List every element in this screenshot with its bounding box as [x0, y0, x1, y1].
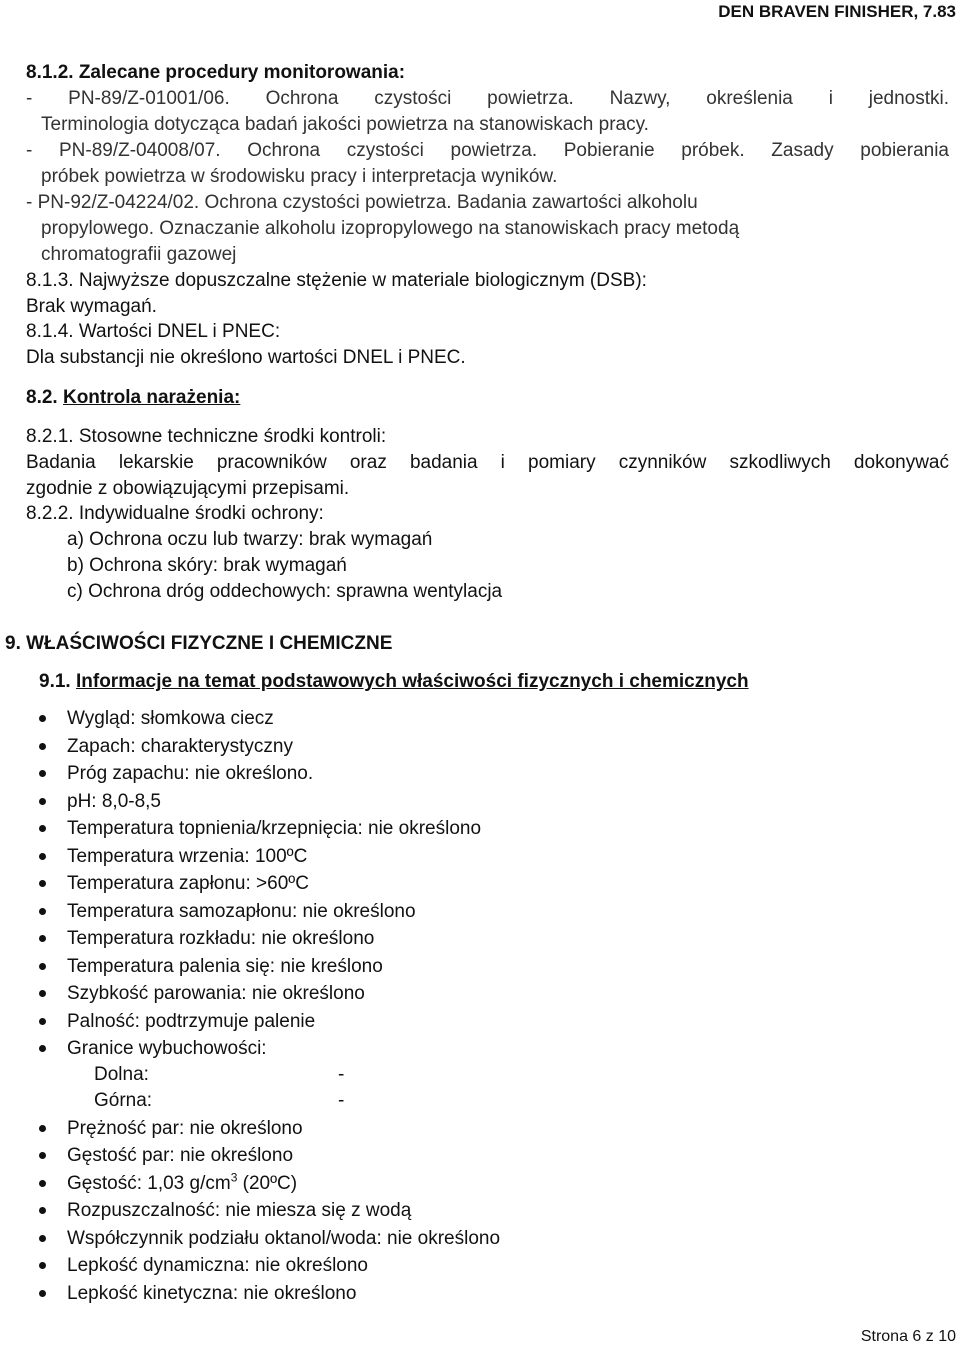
- property-flammability: Palność: podtrzymuje palenie: [67, 1011, 316, 1032]
- section-8-2-1-heading: 8.2.1. Stosowne techniczne środki kontroli:: [26, 426, 387, 447]
- property-ph: pH: 8,0-8,5: [67, 791, 161, 812]
- bullet-icon: [39, 935, 46, 942]
- section-8-2-heading: [26, 387, 240, 409]
- property-explosive-limits: Granice wybuchowości:: [67, 1038, 267, 1059]
- section-8-1-3-heading: 8.1.3. Najwyższe dopuszczalne stężenie w materiale biologicznym (DSB):: [26, 270, 647, 291]
- section-9-1-title: Informacje na temat podstawowych właściwości fizycznych i chemicznych: [75, 671, 749, 692]
- explosive-lower-value: -: [338, 1064, 345, 1085]
- protection-eyes: a) Ochrona oczu lub twarzy: brak wymagań: [67, 529, 433, 550]
- s812-line-2: Terminologia dotycząca badań jakości powietrza na stanowiskach pracy.: [41, 114, 649, 135]
- s812-line-4: próbek powietrza w środowisku pracy i interpretacja wyników.: [41, 166, 558, 187]
- bullet-icon: [39, 1207, 46, 1214]
- s812-line-5: - PN-92/Z-04224/02. Ochrona czystości powietrza. Badania zawartości alkoholu: [26, 192, 698, 213]
- protection-respiratory: c) Ochrona dróg oddechowych: sprawna wentylacja: [67, 581, 503, 602]
- bullet-icon: [39, 853, 46, 860]
- section-8-1-3-text: Brak wymagań.: [26, 296, 157, 317]
- section-8-2-title: Kontrola narażenia:: [62, 387, 241, 408]
- bullet-icon: [39, 1018, 46, 1025]
- protection-skin: b) Ochrona skóry: brak wymagań: [67, 555, 347, 576]
- property-kinematic-viscosity: Lepkość kinetyczna: nie określono: [67, 1283, 357, 1304]
- property-density: [67, 1170, 298, 1195]
- bullet-icon: [39, 963, 46, 970]
- s821-line-1: Badania lekarskie pracowników oraz badania i pomiary czynników szkodliwych dokonywać: [26, 452, 949, 473]
- bullet-icon: [39, 1180, 46, 1187]
- section-8-1-2-heading: 8.1.2. Zalecane procedury monitorowania:: [26, 62, 406, 83]
- page-number: Strona 6 z 10: [860, 1328, 956, 1345]
- section-8-1-4-heading: 8.1.4. Wartości DNEL i PNEC:: [26, 321, 281, 342]
- section-9-heading: 9. WŁAŚCIWOŚCI FIZYCZNE I CHEMICZNE: [5, 633, 393, 654]
- section-8-2-2-heading: 8.2.2. Indywidualne środki ochrony:: [26, 503, 324, 524]
- property-boiling-point: Temperatura wrzenia: 100ºC: [67, 846, 308, 867]
- property-melting-point: Temperatura topnienia/krzepnięcia: nie określono: [67, 818, 482, 839]
- bullet-icon: [39, 743, 46, 750]
- bullet-icon: [39, 1262, 46, 1269]
- property-decomposition: Temperatura rozkładu: nie określono: [67, 928, 375, 949]
- bullet-icon: [39, 770, 46, 777]
- bullet-icon: [39, 1125, 46, 1132]
- bullet-icon: [39, 990, 46, 997]
- property-solubility: Rozpuszczalność: nie miesza się z wodą: [67, 1200, 412, 1221]
- bullet-icon: [39, 1235, 46, 1242]
- bullet-icon: [39, 798, 46, 805]
- s812-line-6: propylowego. Oznaczanie alkoholu izopropylowego na stanowiskach pracy metodą: [41, 218, 740, 239]
- section-8-2-number: 8.2.: [26, 387, 58, 408]
- bullet-icon: [39, 1152, 46, 1159]
- property-burning-temperature: Temperatura palenia się: nie kreślono: [67, 956, 383, 977]
- property-vapour-pressure: Prężność par: nie określono: [67, 1118, 303, 1139]
- property-autoignition: Temperatura samozapłonu: nie określono: [67, 901, 416, 922]
- explosive-lower-label: Dolna:: [94, 1064, 149, 1085]
- property-flash-point: Temperatura zapłonu: >60ºC: [67, 873, 309, 894]
- bullet-icon: [39, 825, 46, 832]
- property-odour: Zapach: charakterystyczny: [67, 736, 293, 757]
- bullet-icon: [39, 880, 46, 887]
- explosive-upper-label: Górna:: [94, 1090, 153, 1111]
- property-evaporation-rate: Szybkość parowania: nie określono: [67, 983, 365, 1004]
- density-value: Gęstość: 1,03 g/cm: [67, 1173, 231, 1194]
- bullet-icon: [39, 715, 46, 722]
- property-appearance: Wygląd: słomkowa ciecz: [67, 708, 274, 729]
- property-odour-threshold: Próg zapachu: nie określono.: [67, 763, 314, 784]
- section-9-1-heading: [39, 671, 749, 693]
- s812-line-7: chromatografii gazowej: [41, 244, 237, 265]
- density-temperature: (20ºC): [237, 1173, 298, 1194]
- explosive-upper-value: -: [338, 1090, 345, 1111]
- property-partition-coefficient: Współczynnik podziału oktanol/woda: nie określono: [67, 1228, 501, 1249]
- s812-line-3: - PN-89/Z-04008/07. Ochrona czystości powietrza. Pobieranie próbek. Zasady pobierania: [26, 140, 949, 161]
- property-vapour-density: Gęstość par: nie określono: [67, 1145, 294, 1166]
- bullet-icon: [39, 1045, 46, 1052]
- density-unit-superscript: 3: [230, 1170, 238, 1185]
- property-dynamic-viscosity: Lepkość dynamiczna: nie określono: [67, 1255, 369, 1276]
- s821-line-2: zgodnie z obowiązującymi przepisami.: [26, 478, 350, 499]
- bullet-icon: [39, 1290, 46, 1297]
- document-header-title: DEN BRAVEN FINISHER, 7.83: [718, 2, 956, 21]
- section-9-1-number: 9.1.: [39, 671, 71, 692]
- bullet-icon: [39, 908, 46, 915]
- section-8-1-4-text: Dla substancji nie określono wartości DNEL i PNEC.: [26, 347, 466, 368]
- s812-line-1: - PN-89/Z-01001/06. Ochrona czystości powietrza. Nazwy, określenia i jednostki.: [26, 88, 949, 109]
